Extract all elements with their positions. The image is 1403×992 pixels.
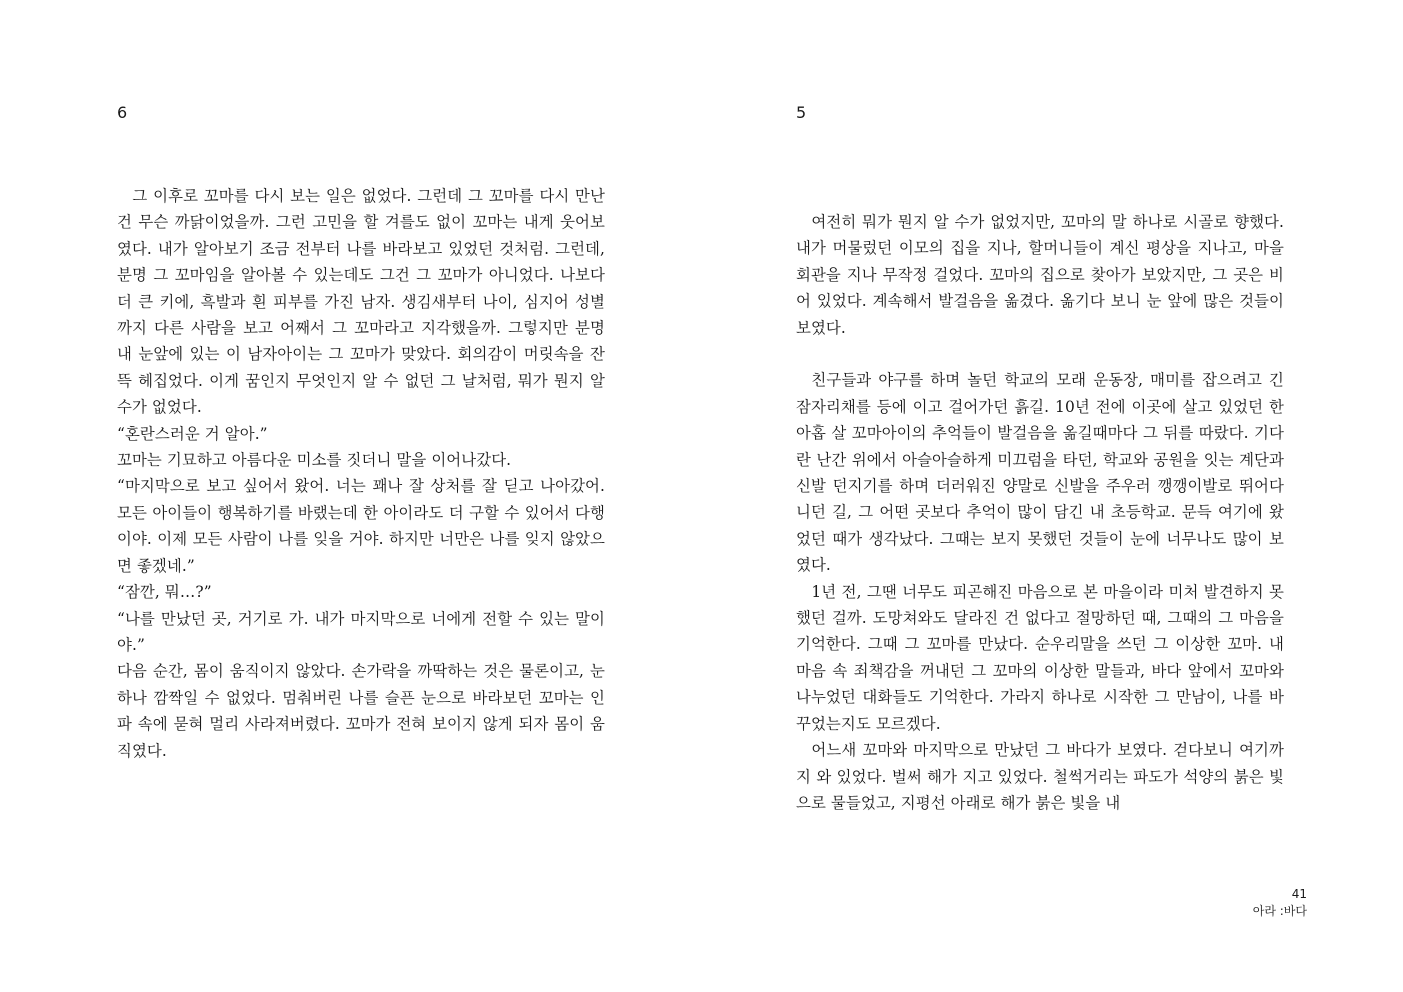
section-number-right: 5 [796, 103, 807, 122]
paragraph: “혼란스러운 거 알아.” [117, 424, 268, 443]
paragraph: “나를 만났던 곳, 거기로 가. 내가 마지막으로 너에게 전할 수 있는 말이야.” [117, 609, 605, 654]
right-page [700, 0, 1403, 992]
paragraph: 꼬마는 기묘하고 아름다운 미소를 짓더니 말을 이어나갔다. [117, 451, 512, 470]
paragraph: 다음 순간, 몸이 움직이지 않았다. 손가락을 까딱하는 것은 물론이고, 눈 하나 깜짝일 수 없었다. 멈춰버린 나를 슬픈 눈으로 바라보던 꼬마는 인파 속에 묻혀 멀리 사라져버렸다. 꼬마가 전혀 보이지 않게 되자 몸이 움직였다. [117, 662, 605, 760]
paragraph: 1년 전, 그땐 너무도 피곤해진 마음으로 본 마을이라 미처 발견하지 못했던 걸까. 도망쳐와도 달라진 건 없다고 절망하던 때, 그때의 그 마음을 기억한다. 그때 그 꼬마를 만났다. 순우리말을 쓰던 그 이상한 꼬마. 내 마음 속 죄책감을 꺼내던 그 꼬마의 이상한 말들과, 바다 앞에서 꼬마와 나누었던 대화들도 기억한다. 가라지 하나로 시작한 그 만남이, 나를 바꾸었는지도 모르겠다. [796, 582, 1284, 733]
right-page-body [796, 209, 1284, 816]
paragraph: 그 이후로 꼬마를 다시 보는 일은 없었다. 그런데 그 꼬마를 다시 만난 건 무슨 까닭이었을까. 그런 고민을 할 겨를도 없이 꼬마는 내게 웃어보였다. 내가 알아보기 조금 전부터 나를 바라보고 있었던 것처럼. 그런데, 분명 그 꼬마임을 알아볼 수 있는데도 그건 그 꼬마가 아니었다. 나보다 더 큰 키에, 흑발과 흰 피부를 가진 남자. 생김새부터 나이, 심지어 성별까지 다른 사람을 보고 어째서 그 꼬마라고 지각했을까. 그렇지만 분명 내 눈앞에 있는 이 남자아이는 그 꼬마가 맞았다. 회의감이 머릿속을 잔뜩 헤집었다. 이게 꿈인지 무엇인지 알 수 없던 그 날처럼, 뭐가 뭔지 알 수가 없었다. [117, 187, 605, 417]
paragraph-spacer [796, 341, 1284, 367]
running-title: 아라 :바다 [1252, 904, 1307, 918]
page-footer [1253, 886, 1307, 920]
paragraph: 친구들과 야구를 하며 놀던 학교의 모래 운동장, 매미를 잡으려고 긴 잠자리채를 등에 이고 걸어가던 흙길. 10년 전에 이곳에 살고 있었던 한 아홉 살 꼬마아이의 추억들이 발걸음을 옮길때마다 그 뒤를 따랐다. 기다란 난간 위에서 아슬아슬하게 미끄럼을 타던, 학교와 공원을 잇는 계단과 신발 던지기를 하며 더러워진 양말로 신발을 주우러 깽깽이발로 뛰어다니던 길, 그 어떤 곳보다 추억이 많이 담긴 내 초등학교. 문득 여기에 왔었던 때가 생각났다. 그때는 보지 못했던 것들이 눈에 너무나도 많이 보였다. [796, 371, 1284, 575]
left-page-body [117, 183, 605, 764]
paragraph: 어느새 꼬마와 마지막으로 만났던 그 바다가 보였다. 걷다보니 여기까지 와 있었다. 벌써 해가 지고 있었다. 철썩거리는 파도가 석양의 붉은 빛으로 물들었고, 지평선 아래로 해가 붉은 빛을 내 [796, 741, 1284, 812]
paragraph: “마지막으로 보고 싶어서 왔어. 너는 꽤나 잘 상처를 잘 딛고 나아갔어. 모든 아이들이 행복하기를 바랬는데 한 아이라도 더 구할 수 있어서 다행이야. 이제 모든 사람이 나를 잊을 거야. 하지만 너만은 나를 잊지 않았으면 좋겠네.” [117, 477, 605, 575]
paragraph: “잠깐, 뭐…?” [117, 583, 212, 602]
section-number-left: 6 [117, 103, 128, 122]
page-number: 41 [1291, 887, 1307, 901]
paragraph: 여전히 뭐가 뭔지 알 수가 없었지만, 꼬마의 말 하나로 시골로 향했다. 내가 머물렀던 이모의 집을 지나, 할머니들이 계신 평상을 지나고, 마을 회관을 지나 무작정 걸었다. 꼬마의 집으로 찾아가 보았지만, 그 곳은 비어 있었다. 계속해서 발걸음을 옮겼다. 옮기다 보니 눈 앞에 많은 것들이 보였다. [796, 213, 1284, 337]
left-page [0, 0, 700, 992]
